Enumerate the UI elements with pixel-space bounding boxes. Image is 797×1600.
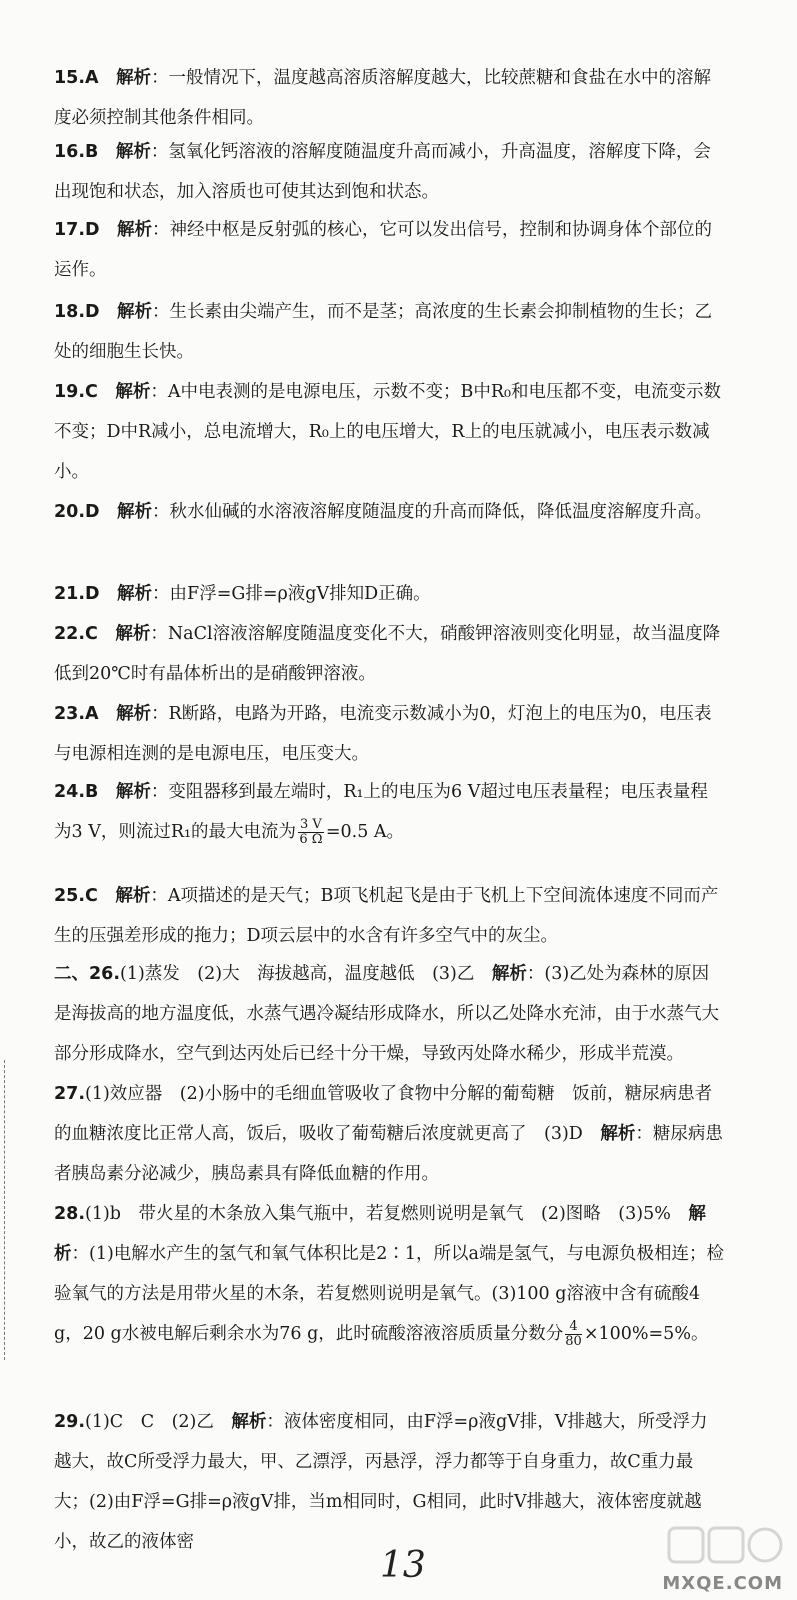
answer-24: 24.B 解析：变阻器移到最左端时，R₁上的电压为6 V超过电压表量程；电压表量程为3 V，则流过R₁的最大电流为 $\frac{3 V}{6 \Omega}$ =0.5 A。 <box>54 782 708 847</box>
answer-18: 18.D 解析：生长素由尖端产生，而不是茎；高浓度的生长素会抑制植物的生长；乙处的细胞生长快。 <box>54 302 713 362</box>
answer-29: 29.(1)C C (2)乙 解析：液体密度相同，由F浮=ρ液gV排，V排越大，所受浮力越大，故C所受浮力最大，甲、乙漂浮，丙悬浮，浮力都等于自身重力，故C重力最大；(2)由F浮=G排=ρ液gV排，当m相同时，G相同，此时V排越大，液体密度就越小，故乙的液体密 <box>54 1412 708 1552</box>
answer-20: 20.D 解析：秋水仙碱的水溶液溶解度随温度的升高而降低，降低温度溶解度升高。 <box>54 502 713 522</box>
answer-27: 27.(1)效应器 (2)小肠中的毛细血管吸收了食物中分解的葡萄糖 饭前，糖尿病患者的血糖浓度比正常人高，饭后，吸收了葡萄糖后浓度就更高了 (3)D 解析：糖尿病患者胰岛素分泌减少，胰岛素具有降低血糖的作用。 <box>54 1084 723 1184</box>
answer-22: 22.C 解析：NaCl溶液溶解度随温度变化不大，硝酸钾溶液则变化明显，故当温度降低到20℃时有晶体析出的是硝酸钾溶液。 <box>54 624 721 684</box>
answer-16: 16.B 解析：氢氧化钙溶液的溶解度随温度升高而减小，升高温度，溶解度下降，会出现饱和状态，加入溶质也可使其达到饱和状态。 <box>54 142 711 202</box>
answer-19: 19.C 解析：A中电表测的是电源电压，示数不变；B中R₀和电压都不变，电流变示数不变；D中R减小，总电流增大，R₀上的电压增大，R上的电压就减小，电压表示数减小。 <box>54 382 722 482</box>
answer-17: 17.D 解析：神经中枢是反射弧的核心，它可以发出信号，控制和协调身体个部位的运作。 <box>54 220 713 280</box>
watermark-text: MXQE.COM <box>662 1573 783 1594</box>
answer-21: 21.D 解析：由F浮=G排=ρ液gV排知D正确。 <box>54 584 431 604</box>
page-number: 13 <box>380 1545 426 1586</box>
answer-28: 28.(1)b 带火星的木条放入集气瓶中，若复燃则说明是氧气 (2)图略 (3)5% 解析：(1)电解水产生的氢气和氧气体积比是2∶1，所以a端是氢气，与电源负极相连；检验氧气的方法是用带火星的木条，若复燃则说明是氧气。(3)100 g溶液中含有硫酸4 g，20 g水被电解后剩余水为76 g，此时硫酸溶液溶质质量分数分 $\frac{4}{80}$ ×100%=5%。 <box>54 1204 724 1349</box>
fraction-concentration: $\frac{4}{80}$ <box>565 1319 582 1349</box>
answer-15: 15.A 解析：一般情况下，温度越高溶质溶解度越大，比较蔗糖和食盐在水中的溶解度必须控制其他条件相同。 <box>54 68 712 128</box>
answer-25: 25.C 解析：A项描述的是天气；B项飞机起飞是由于飞机上下空间流体速度不同而产生的压强差形成的拖力；D项云层中的水含有许多空气中的灰尘。 <box>54 886 719 946</box>
answer-26: 二、26.(1)蒸发 (2)大 海拔越高，温度越低 (3)乙 解析：(3)乙处为森林的原因是海拔高的地方温度低，水蒸气遇冷凝结形成降水，所以乙处降水充沛，由于水蒸气大部分形成降水，空气到达丙处后已经十分干燥，导致丙处降水稀少，形成半荒漠。 <box>54 964 719 1064</box>
fraction-current: $\frac{3 V}{6 \Omega}$ <box>299 817 323 847</box>
answer-23: 23.A 解析：R断路，电路为开路，电流变示数减小为0，灯泡上的电压为0，电压表与电源相连测的是电源电压，电压变大。 <box>54 704 712 764</box>
binding-margin-line <box>4 1060 9 1360</box>
